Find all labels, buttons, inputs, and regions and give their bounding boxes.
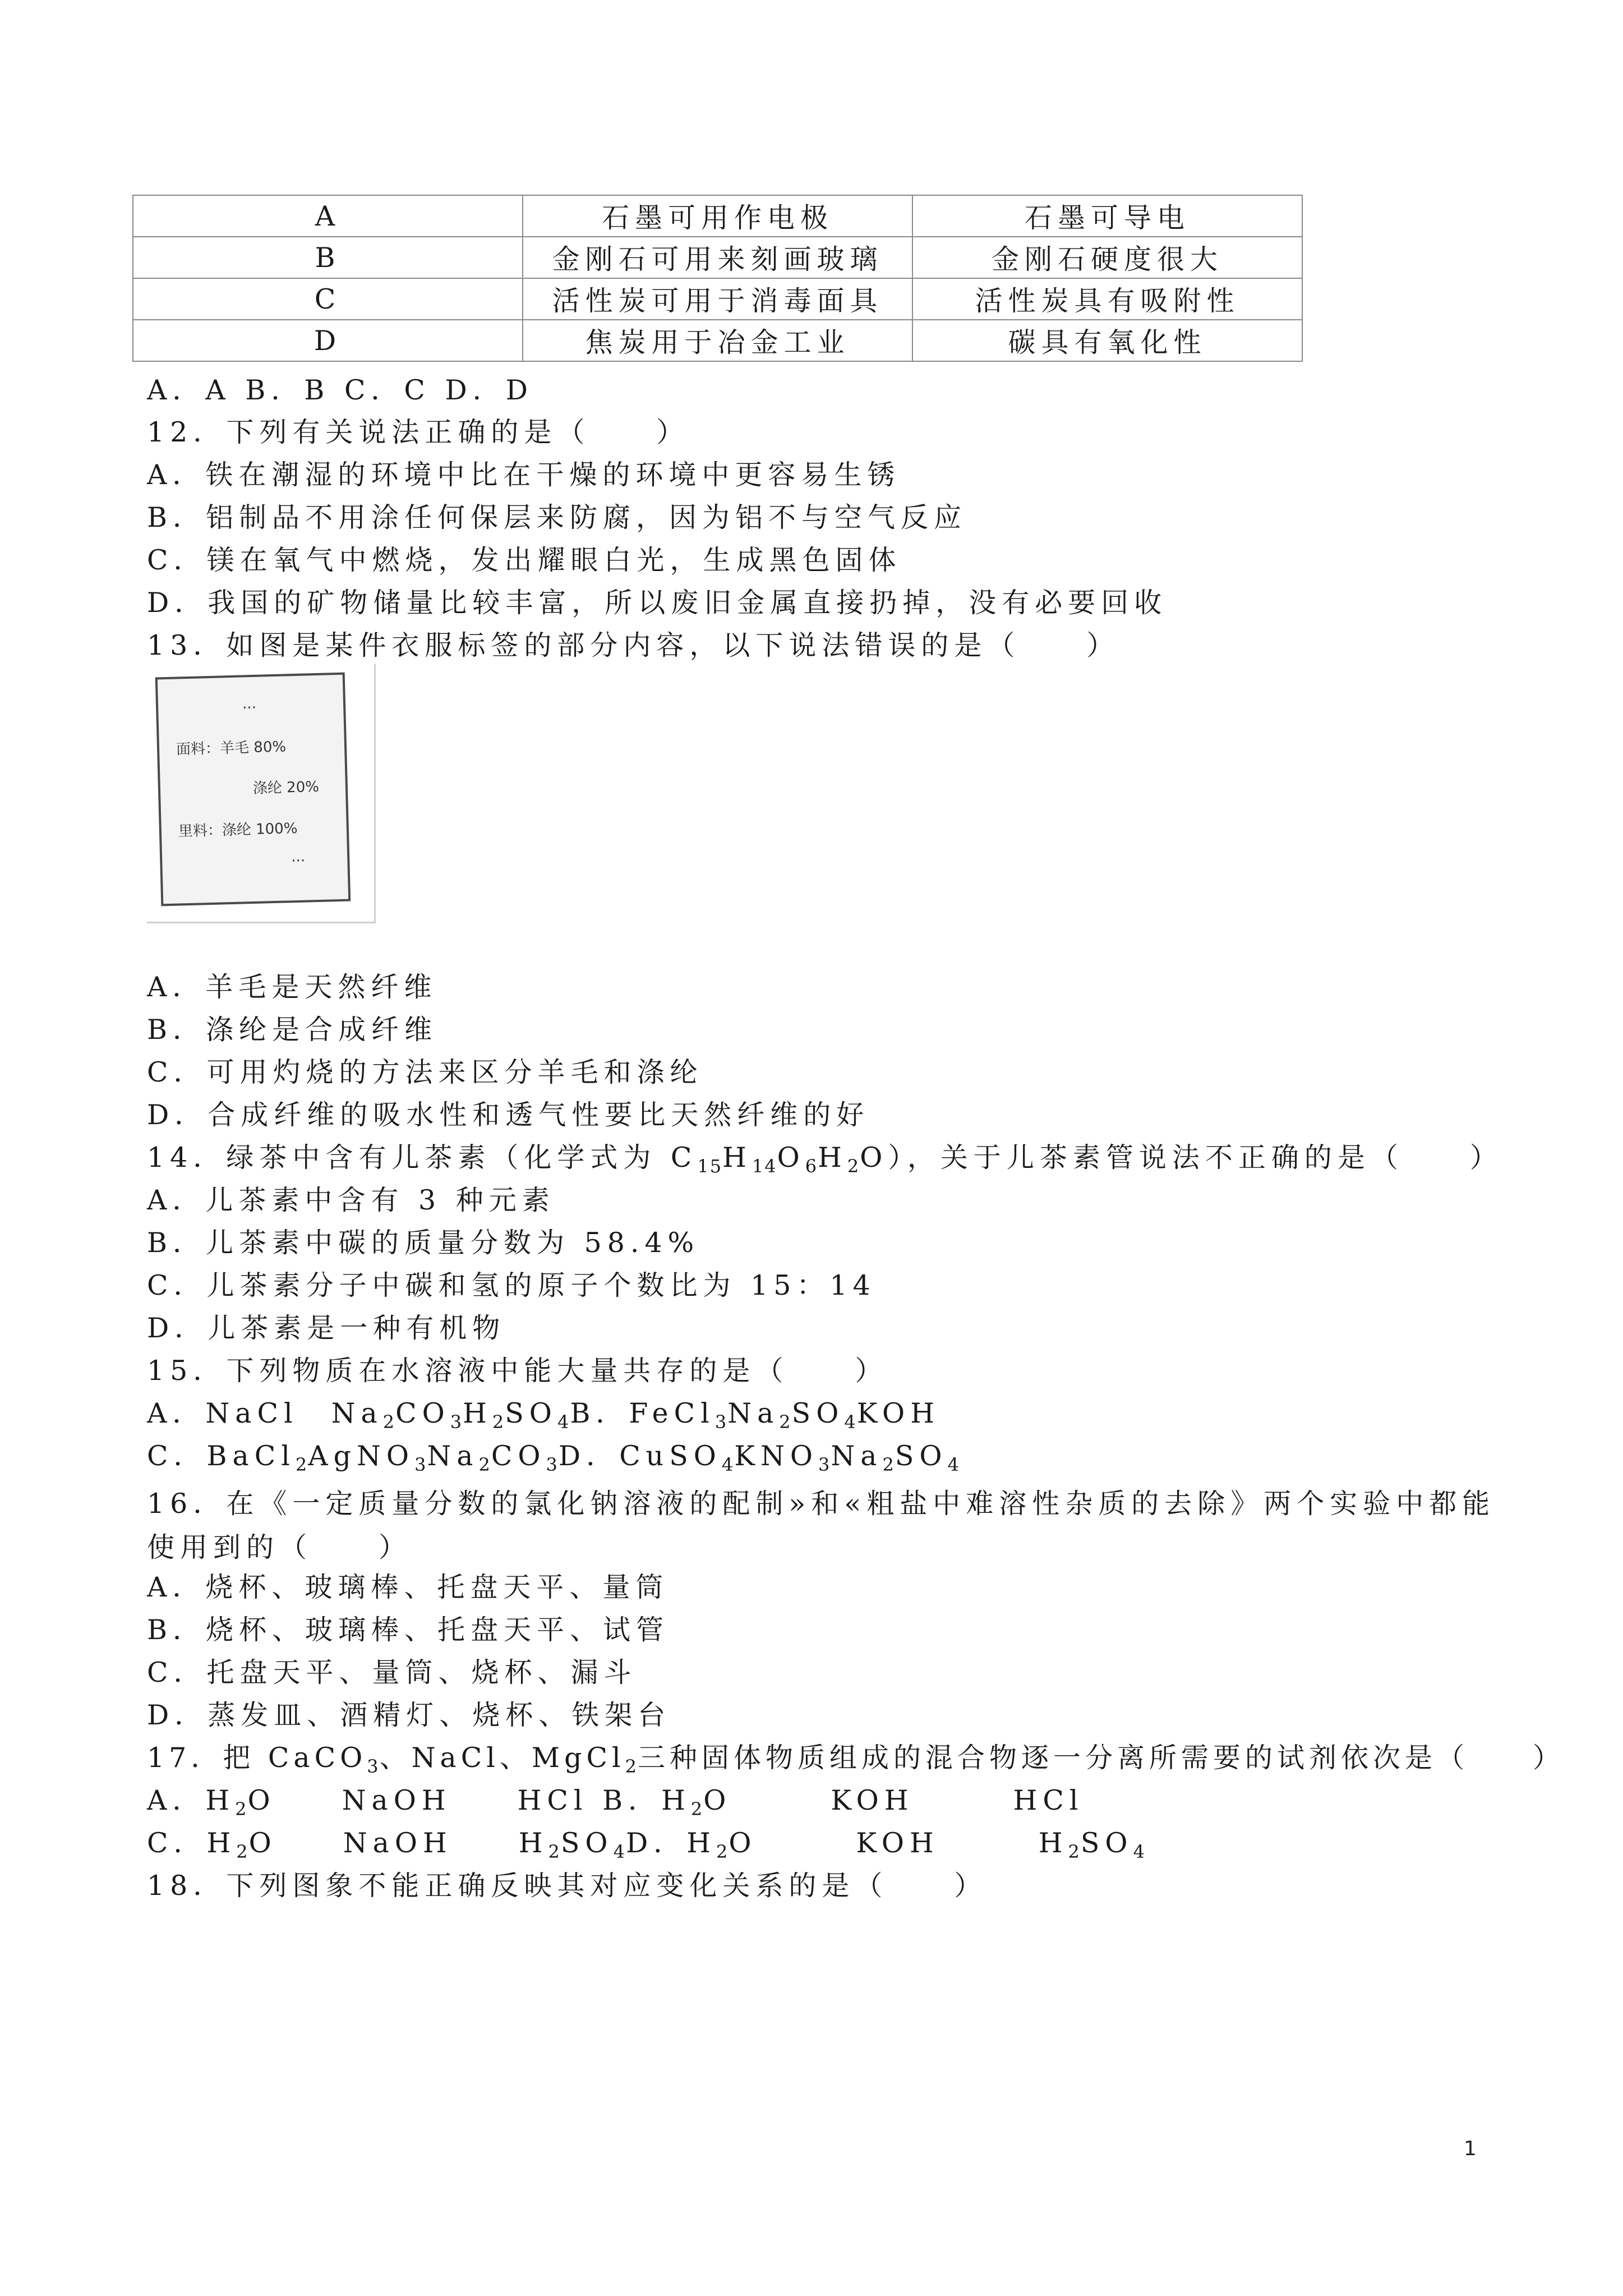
formula-text: Na [831,1440,883,1472]
label-line-1: 面料：羊毛 80% [176,738,287,758]
q17-options-cd [147,1826,1146,1869]
subscript: 14 [751,1156,777,1177]
table-cell-letter: A [133,195,523,237]
table-cell-letter: B [133,237,523,278]
q18-stem: 18．下列图象不能正确反映其对应变化关系的是（ ） [147,1870,988,1902]
subscript: 4 [613,1841,626,1862]
q15-options-cd [147,1439,960,1481]
subscript: 2 [548,1841,561,1862]
formula-text: AgNO [308,1440,415,1472]
q12-option-a: A．铁在潮湿的环境中比在干燥的环境中更容易生锈 [147,459,901,491]
formula-text: Na [727,1397,780,1429]
q16-stem: 16．在《一定质量分数的氯化钠溶液的配制»和«粗盐中难溶性杂质的去除》两个实验中都能使用到的（ ） [147,1488,1496,1563]
table-cell-reason: 金刚石硬度很大 [912,237,1302,278]
q14-option-d: D．儿茶素是一种有机物 [147,1312,506,1344]
q17-stem-text: 、NaCl、MgCl [379,1742,625,1774]
table-row [133,320,1302,361]
element-symbol: O [777,1142,805,1174]
q17-options-ab [147,1784,1083,1826]
label-line-3: 里料：涤纶 100% [178,820,298,840]
clothing-label-figure [147,664,376,923]
q12-option-c: C．镁在氧气中燃烧，发出耀眼白光，生成黑色固体 [147,544,902,576]
subscript: 2 [295,1454,308,1475]
subscript: 4 [1133,1841,1146,1862]
formula-text: D．H [625,1827,716,1859]
formula-text: O NaOH HCl B．H [247,1784,691,1816]
label-dots-bottom: ··· [291,852,306,870]
table-cell-use: 焦炭用于冶金工业 [523,320,912,361]
q12-option-d: D．我国的矿物储量比较丰富，所以废旧金属直接扔掉，没有必要回收 [147,587,1168,619]
q16-option-a: A．烧杯、玻璃棒、托盘天平、量筒 [147,1571,669,1603]
subscript: 4 [721,1454,735,1475]
table-cell-use: 金刚石可用来刻画玻璃 [523,237,912,278]
formula-text: O NaOH H [248,1827,548,1859]
formula-text: SO [505,1397,557,1429]
subscript: 2 [382,1411,396,1433]
formula-text: KNO [734,1440,818,1472]
formula-text: SO [560,1827,614,1859]
table-cell-reason: 石墨可导电 [912,195,1302,237]
formula-text: C．H [147,1827,237,1859]
q14-option-a: A．儿茶素中含有 3 种元素 [147,1184,555,1216]
clothing-label-card [155,673,351,907]
page-number: 1 [1464,2137,1477,2160]
subscript: 2 [1068,1841,1081,1862]
table-row [133,195,1302,237]
q17-stem [147,1741,1565,1783]
formula-text: SO [1080,1827,1133,1859]
subscript: 4 [947,1454,960,1475]
subscript: 3 [818,1454,831,1475]
subscript: 3 [414,1454,427,1475]
subscript: 15 [697,1156,723,1177]
subscript: 2 [625,1756,638,1777]
label-line-2: 涤纶 20% [252,778,320,797]
formula-text: H [463,1397,492,1429]
subscript: 2 [847,1156,860,1177]
q16-option-b: B．烧杯、玻璃棒、托盘天平、试管 [147,1614,670,1646]
q13-option-b: B．涤纶是合成纤维 [147,1014,438,1046]
subscript: 2 [492,1411,505,1433]
table-cell-use: 石墨可用作电极 [523,195,912,237]
formula-text: D．CuSO [558,1440,722,1472]
element-symbol: H [722,1142,752,1174]
q13-option-a: A．羊毛是天然纤维 [147,971,437,1003]
formula-text: CO [395,1397,450,1429]
table-row [133,278,1302,320]
formula-text: CO [491,1440,546,1472]
subscript: 2 [690,1798,704,1820]
subscript: 3 [714,1411,728,1433]
formula-text: A．NaCl Na [147,1397,383,1429]
formula-text: A．H [147,1784,236,1816]
q14-option-c: C．儿茶素分子中碳和氢的原子个数比为 15：14 [147,1269,876,1301]
formula-text: C．BaCl [147,1440,296,1472]
q17-stem-text: 三种固体物质组成的混合物逐一分离所需要的试剂依次是（ ） [637,1742,1565,1774]
q14-option-b: B．儿茶素中碳的质量分数为 58.4% [147,1227,700,1259]
subscript: 3 [367,1756,380,1777]
q14-stem-text: O），关于儿茶素管说法不正确的是（ ） [860,1142,1503,1174]
q13-option-c: C．可用灼烧的方法来区分羊毛和涤纶 [147,1056,703,1088]
q16-option-d: D．蒸发皿、酒精灯、烧杯、铁架台 [147,1699,671,1731]
q15-options-ab [147,1397,940,1439]
q14-stem-text: 14．绿茶中含有儿茶素（化学式为 C [147,1142,698,1174]
subscript: 2 [478,1454,491,1475]
q12-option-b: B．铝制品不用涂任何保层来防腐，因为铝不与空气反应 [147,501,967,533]
table-cell-letter: D [133,320,523,361]
table-cell-letter: C [133,278,523,320]
q17-stem-text: 17．把 CaCO [147,1742,367,1774]
subscript: 2 [236,1841,249,1862]
q15-stem: 15．下列物质在水溶液中能大量共存的是（ ） [147,1355,888,1387]
table-row [133,237,1302,278]
subscript: 2 [716,1841,729,1862]
table-cell-reason: 碳具有氧化性 [912,320,1302,361]
table-cell-use: 活性炭可用于消毒面具 [523,278,912,320]
subscript: 3 [450,1411,463,1433]
formula-text: O KOH H [728,1827,1068,1859]
q11-answer-options: A．A B．B C．C D．D [147,374,534,406]
q13-option-d: D．合成纤维的吸水性和透气性要比天然纤维的好 [147,1099,870,1131]
subscript: 4 [557,1411,570,1433]
formula-text: Na [427,1440,479,1472]
formula-text: B．FeCl [570,1397,715,1429]
subscript: 2 [779,1411,792,1433]
subscript: 4 [844,1411,857,1433]
subscript: 6 [805,1156,818,1177]
label-dots-top: ··· [242,699,257,717]
q14-stem [147,1141,1503,1183]
formula-text: SO [895,1440,948,1472]
q13-stem: 13．如图是某件衣服标签的部分内容，以下说法错误的是（ ） [147,629,1120,661]
q12-stem: 12．下列有关说法正确的是（ ） [147,416,690,448]
options-table [132,195,1303,362]
formula-text: SO [791,1397,845,1429]
formula-text: O KOH HCl [703,1784,1084,1816]
element-symbol: H [818,1142,847,1174]
q16-option-c: C．托盘天平、量筒、烧杯、漏斗 [147,1657,637,1688]
table-cell-reason: 活性炭具有吸附性 [912,278,1302,320]
subscript: 2 [882,1454,895,1475]
subscript: 3 [546,1454,559,1475]
subscript: 2 [235,1798,248,1820]
formula-text: KOH [856,1397,940,1429]
